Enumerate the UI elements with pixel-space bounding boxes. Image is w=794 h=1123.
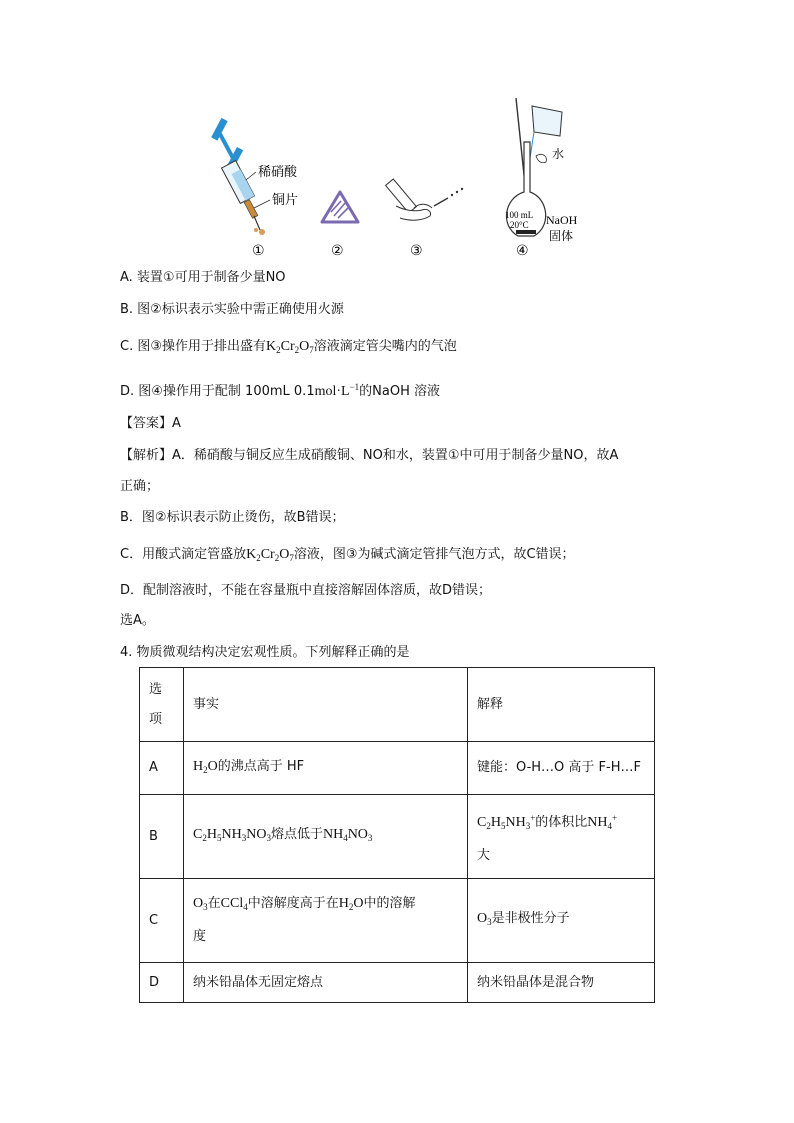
- header-fact: 事实: [184, 668, 468, 742]
- label-naoh: NaOH: [546, 213, 578, 227]
- table-header-row: [140, 668, 655, 742]
- unit-mol-per-l: $mol\cdot L^{-1}$: [314, 382, 360, 399]
- analysis-line-1: 【解析】A．稀硝酸与铜反应生成硝酸铜、NO和水，装置①中可用于制备少量NO，故A: [120, 448, 619, 463]
- formula-k2cr2o7-2: $K_2Cr_2O_7$: [246, 547, 294, 563]
- analysis-line-6: 选A。: [120, 613, 155, 628]
- table-row: A $H_2O$的沸点高于 HF 键能：O-H…O 高于 F-H…F: [140, 742, 655, 795]
- syringe-apparatus: [211, 118, 265, 235]
- panel-number-2: ②: [331, 243, 344, 259]
- formula-k2cr2o7: $K_2Cr_2O_7$: [266, 339, 314, 355]
- warning-sign-icon: [322, 192, 358, 222]
- option-d: D. 图④操作用于配制 100mL $0.1mol\cdot L^{-1}$的NaOH 溶液: [120, 382, 441, 399]
- answer: 【答案】A: [120, 416, 181, 431]
- option-b: B. 图②标识表示实验中需正确使用火源: [120, 302, 344, 317]
- label-dilute-nitric-acid: 稀硝酸: [258, 164, 298, 179]
- analysis-line-3: B．图②标识表示防止烫伤，故B错误；: [120, 510, 345, 525]
- label-flask-temp: 20°C: [510, 220, 529, 230]
- table-row: C $O_3$在CCl$_4$中溶解度高于在$H_2O$中的溶解 度 $O_3$是非极性分子: [140, 879, 655, 963]
- label-solid: 固体: [549, 229, 574, 243]
- option-a: A. 装置①可用于制备少量NO: [120, 270, 286, 285]
- header-option: 选 项: [140, 668, 184, 742]
- table-row: B $C_2H_5NH_3NO_3$熔点低于$NH_4NO_3$ $C_2H_5NH_3^+$的体积比$NH_4^+$ 大: [140, 795, 655, 879]
- panel-number-3: ③: [410, 243, 423, 259]
- apparatus-drawing: [200, 98, 600, 263]
- apparatus-figure: [200, 98, 600, 263]
- header-explain: 解释: [468, 668, 655, 742]
- analysis-line-5: D．配制溶液时，不能在容量瓶中直接溶解固体溶质，故D错误；: [120, 583, 492, 598]
- hand-burette-drawing: [386, 179, 464, 220]
- explanation-table: [139, 667, 655, 1003]
- panel-number-4: ④: [516, 243, 529, 259]
- table-row: D 纳米铅晶体无固定熔点 纳米铅晶体是混合物: [140, 963, 655, 1003]
- option-c: C. 图③操作用于排出盛有$K_2Cr_2O_7$溶液滴定管尖嘴内的气泡: [120, 339, 457, 355]
- analysis-line-4: C．用酸式滴定管盛放$K_2Cr_2O_7$溶液，图③为碱式滴定管排气泡方式，故C错误；: [120, 547, 575, 563]
- panel-number-1: ①: [252, 243, 265, 259]
- question-4: 4. 物质微观结构决定宏观性质。下列解释正确的是: [120, 645, 410, 660]
- label-flask-volume: 100 mL: [505, 210, 534, 220]
- label-copper-sheet: 铜片: [272, 192, 299, 207]
- label-water: 水: [552, 147, 565, 161]
- analysis-line-2: 正确；: [120, 479, 160, 494]
